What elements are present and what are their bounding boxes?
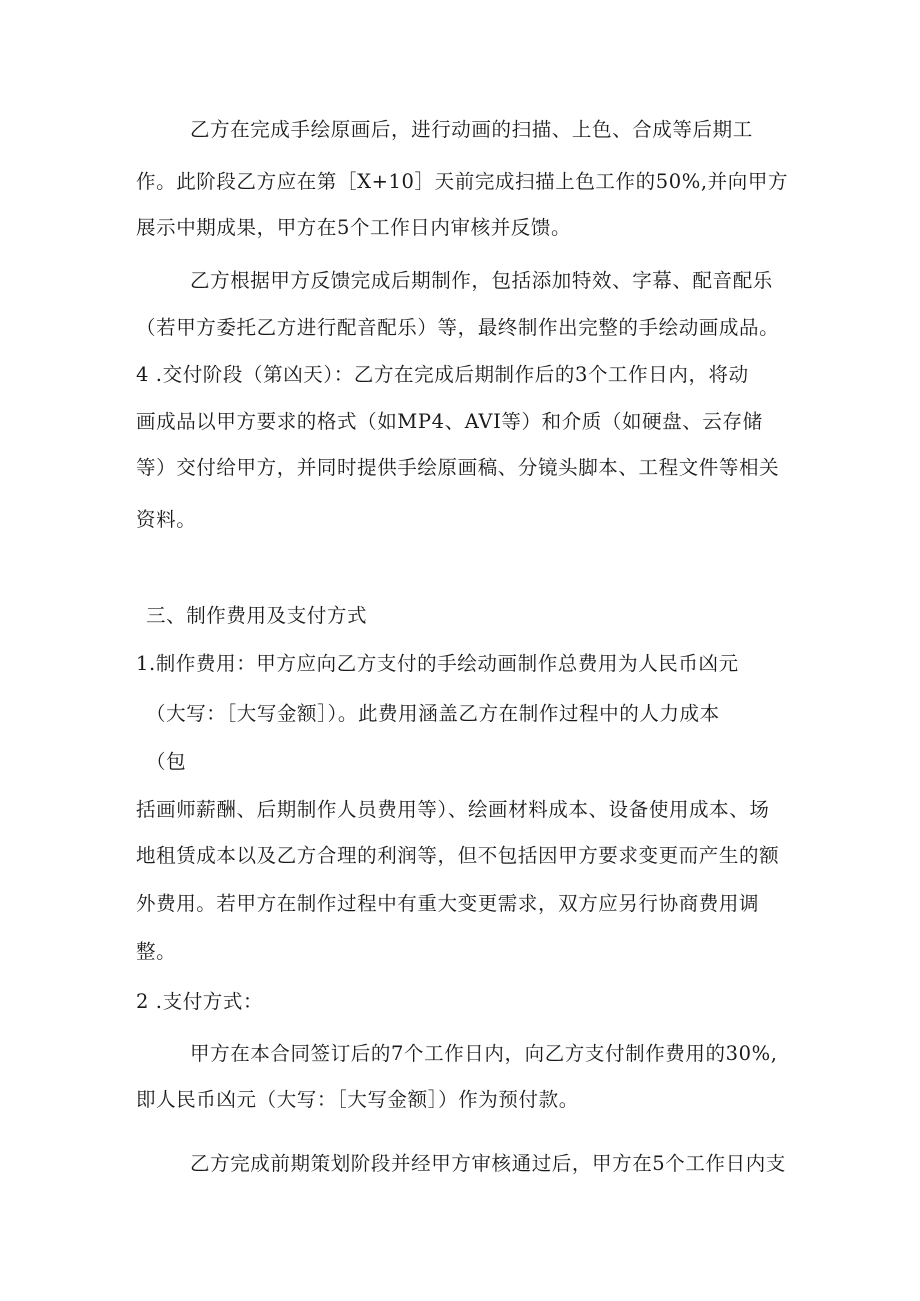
paragraph-post-production-line-3: 展示中期成果，甲方在5个工作日内审核并反馈。 bbox=[136, 216, 572, 239]
paragraph-post-production-line-2: 作。此阶段乙方应在第［X+10］天前完成扫描上色工作的50%,并向甲方 bbox=[136, 170, 789, 193]
delivery-stage-line-1: 4 .交付阶段（第凶天）：乙方在完成后期制作后的3个工作日内，将动 bbox=[136, 363, 749, 386]
production-fee-line-2: （大写：［大写金额］）。此费用涵盖乙方在制作过程中的人力成本 bbox=[146, 702, 720, 725]
production-fee-line-6: 外费用。若甲方在制作过程中有重大变更需求，双方应另行协商费用调 bbox=[136, 892, 760, 915]
production-fee-line-5: 地租赁成本以及乙方合理的利润等，但不包括因甲方要求变更而产生的额 bbox=[136, 844, 780, 867]
prepayment-line-2: 即人民币凶元（大写：［大写金额］）作为预付款。 bbox=[136, 1088, 579, 1111]
paragraph-final-production-line-2: （若甲方委托乙方进行配音配乐）等，最终制作出完整的手绘动画成品。 bbox=[136, 316, 780, 339]
production-fee-line-4: 括画师薪酬、后期制作人员费用等）、绘画材料成本、设备使用成本、场 bbox=[136, 798, 770, 821]
paragraph-post-production-line-1: 乙方在完成手绘原画后，进行动画的扫描、上色、合成等后期工 bbox=[190, 118, 753, 141]
payment-method-heading: 2 .支付方式： bbox=[136, 990, 264, 1013]
production-fee-line-1: 1.制作费用：甲方应向乙方支付的手绘动画制作总费用为人民币凶元 bbox=[136, 652, 739, 675]
second-payment-line-1: 乙方完成前期策划阶段并经甲方审核通过后，甲方在5个工作日内支 bbox=[190, 1152, 786, 1175]
delivery-stage-line-3: 等）交付给甲方，并同时提供手绘原画稿、分镜头脚本、工程文件等相关 bbox=[136, 456, 780, 479]
production-fee-line-7: 整。 bbox=[136, 940, 177, 963]
delivery-stage-line-4: 资料。 bbox=[136, 508, 197, 531]
section-heading-fees: 三、制作费用及支付方式 bbox=[146, 604, 368, 627]
production-fee-line-3: （包 bbox=[146, 750, 187, 773]
paragraph-final-production-line-1: 乙方根据甲方反馈完成后期制作，包括添加特效、字幕、配音配乐 bbox=[190, 269, 773, 292]
delivery-stage-line-2: 画成品以甲方要求的格式（如MP4、AVI等）和介质（如硬盘、云存储 bbox=[136, 410, 763, 433]
prepayment-line-1: 甲方在本合同签订后的7个工作日内，向乙方支付制作费用的30%, bbox=[190, 1042, 778, 1065]
